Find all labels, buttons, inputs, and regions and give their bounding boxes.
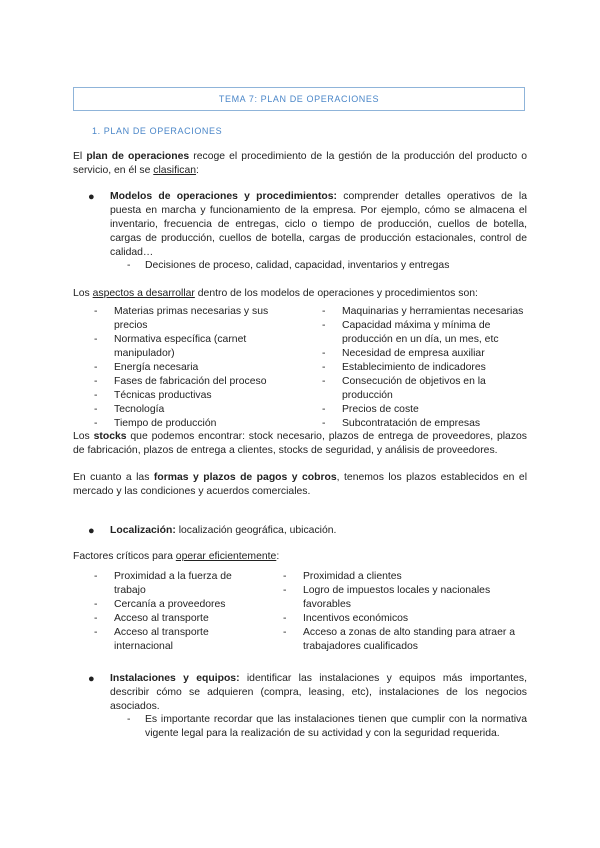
list-item: - Logro de impuestos locales y nacionales favorables: [283, 585, 491, 610]
list-item: - Cercanía a proveedores: [94, 599, 226, 610]
section-heading: 1. PLAN DE OPERACIONES: [92, 126, 223, 136]
intro-paragraph: El plan de operaciones recoge el procedimiento de la gestión de la producción del producto o servicio, en él se clasifican:: [73, 151, 527, 176]
list-item: - Consecución de objetivos en la producción: [322, 376, 486, 401]
list-item: - Maquinarias y herramientas necesarias: [322, 306, 524, 317]
bullet-marker: ●: [88, 525, 95, 537]
list-item: - Materias primas necesarias y sus precios: [94, 306, 269, 331]
list-item: - Proximidad a la fuerza de trabajo: [94, 571, 232, 596]
factors-right-list: [283, 570, 523, 654]
list-item: - Acceso al transporte: [94, 613, 209, 624]
list-item: - Subcontratación de empresas: [322, 418, 481, 429]
list-item: - Tiempo de producción: [94, 418, 217, 429]
bullet-facilities: Instalaciones y equipos: identificar las instalaciones y equipos más importantes, describir cómo se adquieren (compra, leasing, etc), instalaciones de los negocios asociados.: [110, 673, 527, 712]
factors-intro: Factores críticos para operar eficientemente:: [73, 551, 280, 562]
bullet-marker: ●: [88, 673, 95, 685]
list-item: - Acceso a zonas de alto standing para atraer a trabajadores cualificados: [283, 627, 515, 652]
list-item: - Normativa específica (carnet manipulador): [94, 334, 247, 359]
list-item: - Fases de fabricación del proceso: [94, 376, 267, 387]
list-item: - Energía necesaria: [94, 362, 199, 373]
document-title: TEMA 7: PLAN DE OPERACIONES: [73, 87, 525, 111]
sub-item-regulations: - Es importante recordar que las instalaciones tienen que cumplir con la normativa vigente legal para la realización de su actividad y con la seguridad requerida.: [127, 714, 527, 739]
list-item: - Proximidad a clientes: [283, 571, 402, 582]
bullet-location: Localización: localización geográfica, ubicación.: [110, 525, 337, 536]
bullet-operations-models: Modelos de operaciones y procedimientos: comprender detalles operativos de la puesta en marcha y funcionamiento de la empresa. Por ejemplo, cómo se almacena el inventario, frecuencia de entregas, ciclo o tiempo de producción, cuellos de botella, cargas de producción, cuellos de botella, cargas de producción estacionales, control de calidad…: [110, 191, 528, 258]
list-item: - Capacidad máxima y mínima de producción en un día, un mes, etc: [322, 320, 499, 345]
aspects-right-list: [322, 305, 527, 431]
bullet-marker: ●: [88, 191, 95, 203]
aspects-left-list: [94, 305, 294, 431]
list-item: - Establecimiento de indicadores: [322, 362, 486, 373]
list-item: - Tecnología: [94, 404, 165, 415]
list-item: - Precios de coste: [322, 404, 419, 415]
factors-left-list: [94, 570, 266, 654]
list-item: - Necesidad de empresa auxiliar: [322, 348, 485, 359]
payments-paragraph: En cuanto a las formas y plazos de pagos y cobros, tenemos los plazos establecidos en el mercado y las condiciones y acuerdos comerciales.: [73, 472, 528, 497]
list-item: - Técnicas productivas: [94, 390, 212, 401]
stocks-paragraph: Los stocks que podemos encontrar: stock necesario, plazos de entrega de proveedores, plazos de fabricación, plazos de entrega a clientes, stocks de seguridad, y análisis de proveedores.: [73, 431, 528, 456]
list-item: - Incentivos económicos: [283, 613, 409, 624]
list-item: - Acceso al transporte internacional: [94, 627, 209, 652]
aspects-intro: Los aspectos a desarrollar dentro de los modelos de operaciones y procedimientos son:: [73, 288, 478, 299]
